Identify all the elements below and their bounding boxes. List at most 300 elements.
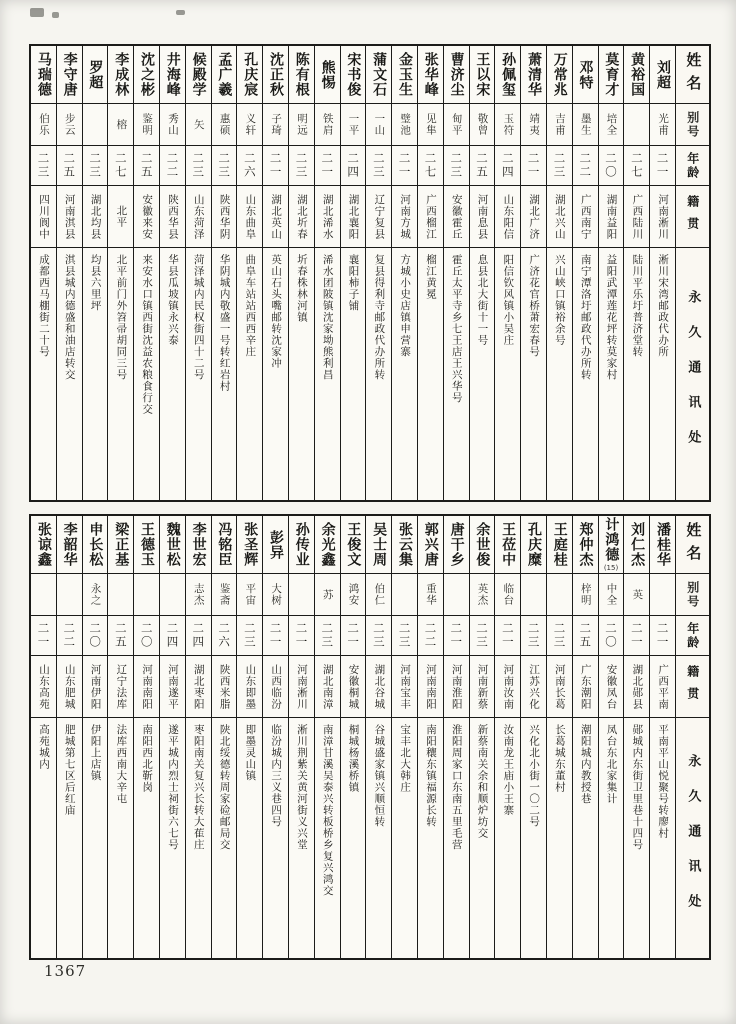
person-address-text: 淇县城内德盛和油店转交 [63, 254, 76, 381]
person-name-text: 金玉生 [396, 52, 413, 97]
person-address [470, 718, 495, 958]
person-native-text: 陕西华阴 [218, 193, 231, 240]
person-alias-text: 培全 [605, 113, 618, 136]
person-name-text: 魏世松 [164, 522, 181, 567]
person-address-text: 桐城杨溪桥镇 [347, 724, 360, 793]
person-address [289, 248, 314, 500]
person-native [134, 656, 159, 718]
person-alias [83, 104, 108, 146]
person-alias-text: 平宙 [244, 583, 257, 606]
person-address-text: 汝南龙王庙小王寨 [502, 724, 515, 816]
scan-artifact [52, 12, 59, 18]
person-address [650, 248, 675, 500]
person-age [186, 146, 211, 186]
person-name [83, 516, 108, 574]
person-native-text: 江苏兴化 [528, 663, 541, 710]
person-address-text: 陆川平乐圩普济堂转 [631, 254, 644, 358]
person-address [237, 718, 262, 958]
person-name [418, 46, 443, 104]
person-alias-text: 步云 [63, 113, 76, 136]
person-alias [650, 104, 675, 146]
person-age-text: 二三 [242, 622, 257, 649]
person-name [160, 46, 185, 104]
person-name-text: 孙传业 [293, 522, 310, 567]
person-native-text: 山东即墨 [244, 663, 257, 710]
person-age-text: 二〇 [88, 622, 103, 649]
person-alias-text: 璧池 [399, 113, 412, 136]
person-name-text: 梁正基 [113, 522, 130, 567]
person-column [31, 46, 56, 500]
person-address [134, 248, 159, 500]
person-age-text: 二一 [655, 152, 670, 179]
person-address [573, 718, 598, 958]
person-address-text: 阳信钦风镇小吴庄 [502, 254, 515, 346]
person-native [186, 186, 211, 248]
person-native [624, 186, 649, 248]
person-age [134, 146, 159, 186]
person-native-text: 山西临汾 [270, 663, 283, 710]
row-header-name [676, 46, 709, 104]
person-column [494, 516, 520, 958]
person-alias-text: 伯仁 [373, 583, 386, 606]
person-age-text: 二三 [475, 622, 490, 649]
directory-table-bottom [29, 514, 711, 960]
person-address-text: 襄阳柿子铺 [347, 254, 360, 312]
person-address-text: 临汾城内三义巷四号 [270, 724, 283, 828]
person-alias [366, 574, 391, 616]
person-address-text: 即墨灵山镇 [244, 724, 257, 782]
person-alias [315, 104, 340, 146]
person-age-text: 二一 [294, 622, 309, 649]
person-name-text: 邓特 [577, 59, 594, 90]
person-address-text: 陕北绥德转周家硷邮局交 [218, 724, 231, 851]
person-name [315, 46, 340, 104]
person-name-text: 计鸿德 [603, 517, 620, 563]
directory-table-top [29, 44, 711, 502]
person-age-text: 二三 [371, 622, 386, 649]
person-column [133, 516, 159, 958]
person-native-text: 湖北圻春 [295, 193, 308, 240]
person-alias [31, 574, 56, 616]
person-native-text: 山东高苑 [37, 663, 50, 710]
person-age-text: 二三 [88, 152, 103, 179]
person-native-text: 安徽霍丘 [450, 193, 463, 240]
person-column [107, 46, 133, 500]
person-name-text: 潘桂华 [654, 522, 671, 567]
row-header-column [675, 516, 709, 958]
person-native-text: 湖北广济 [528, 193, 541, 240]
person-name [341, 516, 366, 574]
person-native-text: 湖北英山 [270, 193, 283, 240]
person-age [418, 146, 443, 186]
person-age-text: 二三 [552, 152, 567, 179]
person-age-text: 二二 [165, 152, 180, 179]
person-native [599, 656, 624, 718]
person-name-text: 张云集 [396, 522, 413, 567]
person-age-text: 二五 [139, 152, 154, 179]
person-name-text: 李韶华 [61, 522, 78, 567]
person-address [212, 248, 237, 500]
person-address [599, 248, 624, 500]
person-column [417, 46, 443, 500]
person-native-text: 湖南益阳 [605, 193, 618, 240]
person-age-text: 二三 [217, 152, 232, 179]
person-age [83, 616, 108, 656]
person-alias [495, 574, 520, 616]
person-age [470, 146, 495, 186]
person-name [57, 46, 82, 104]
person-age [31, 146, 56, 186]
person-name [237, 516, 262, 574]
person-name-text: 孙佩玺 [500, 52, 517, 97]
person-alias-text: 苏 [321, 588, 334, 601]
person-age-text: 二五 [62, 152, 77, 179]
person-column [572, 46, 598, 500]
person-address-text: 浠水团陂镇沈家坳熊利昌 [321, 254, 334, 381]
person-name [31, 46, 56, 104]
person-native [573, 656, 598, 718]
row-header-native [676, 656, 709, 718]
person-age [212, 616, 237, 656]
person-name-text: 王以宋 [474, 52, 491, 97]
person-alias-text: 英杰 [476, 583, 489, 606]
row-header-alias [676, 104, 709, 146]
person-address [263, 248, 288, 500]
person-native [57, 186, 82, 248]
person-alias [57, 104, 82, 146]
person-name-text: 张华峰 [422, 52, 439, 97]
row-header-age-text: 年龄 [685, 151, 700, 180]
person-native-text: 陕西华县 [166, 193, 179, 240]
person-alias-text: 中全 [605, 583, 618, 606]
person-native [57, 656, 82, 718]
person-native-text: 河南遂平 [166, 663, 179, 710]
person-column [391, 516, 417, 958]
person-native [263, 186, 288, 248]
person-age [341, 146, 366, 186]
person-address [521, 248, 546, 500]
person-native [83, 186, 108, 248]
person-name [366, 516, 391, 574]
person-alias [57, 574, 82, 616]
person-address [624, 248, 649, 500]
person-name [444, 516, 469, 574]
person-native [160, 186, 185, 248]
person-name-text: 冯铭臣 [216, 522, 233, 567]
person-native-text: 广西陆川 [631, 193, 644, 240]
person-native [392, 186, 417, 248]
person-name [315, 516, 340, 574]
person-column [469, 46, 495, 500]
person-alias [31, 104, 56, 146]
person-name-text: 沈之彬 [139, 52, 155, 97]
person-name [624, 46, 649, 104]
person-age-text: 二〇 [604, 152, 619, 179]
person-name [57, 516, 82, 574]
person-address-text: 兴化北小街一〇二号 [528, 724, 541, 828]
person-age-text: 二一 [449, 622, 464, 649]
person-age-text: 二四 [500, 152, 515, 179]
person-address [57, 248, 82, 500]
person-native [315, 186, 340, 248]
person-age [599, 616, 624, 656]
person-name [521, 46, 546, 104]
row-header-address [676, 248, 709, 500]
person-address [263, 718, 288, 958]
person-native-text: 广西平南 [657, 663, 670, 710]
person-name-text: 郭兴唐 [422, 522, 439, 567]
person-name-text: 熊惕 [319, 59, 336, 90]
person-age [263, 616, 288, 656]
person-column [185, 46, 211, 500]
person-name [341, 46, 366, 104]
person-native-text: 河南淅川 [657, 193, 670, 240]
person-native [212, 186, 237, 248]
person-column [365, 46, 391, 500]
person-name [366, 46, 391, 104]
person-age-text: 二三 [320, 622, 335, 649]
person-native [495, 186, 520, 248]
person-address [470, 248, 495, 500]
person-name [495, 46, 520, 104]
person-age [160, 146, 185, 186]
person-address [495, 718, 520, 958]
person-name [289, 516, 314, 574]
person-age-text: 二三 [397, 622, 412, 649]
person-column [211, 46, 237, 500]
person-column [82, 46, 108, 500]
person-address-text: 华县瓜坡镇永兴泰 [166, 254, 179, 346]
person-column [623, 46, 649, 500]
person-native [650, 656, 675, 718]
person-age-text: 二一 [500, 622, 515, 649]
person-address-text: 长葛城东董村 [553, 724, 566, 793]
person-alias-text: 鉴明 [141, 113, 154, 136]
person-age-text: 二三 [449, 152, 464, 179]
row-header-native [676, 186, 709, 248]
person-native-text: 河南伊阳 [89, 663, 102, 710]
person-alias-text: 铁肩 [321, 113, 334, 136]
person-alias [624, 574, 649, 616]
person-native [186, 656, 211, 718]
person-column [340, 516, 366, 958]
person-native-text: 河南方城 [399, 193, 412, 240]
person-age [212, 146, 237, 186]
person-age [624, 146, 649, 186]
person-alias-text: 永之 [89, 583, 102, 606]
person-age [650, 146, 675, 186]
person-column [262, 516, 288, 958]
person-address-text: 潮阳城内教授巷 [579, 724, 592, 805]
person-age [83, 146, 108, 186]
person-column [262, 46, 288, 500]
person-native-text: 河南新蔡 [476, 663, 489, 710]
person-address-text: 谷城盛家镇兴顺恒转 [373, 724, 386, 828]
person-name-text: 万常兆 [551, 52, 568, 97]
person-name [263, 46, 288, 104]
person-column [107, 516, 133, 958]
person-age [547, 146, 572, 186]
person-native [108, 186, 133, 248]
person-column [31, 516, 56, 958]
person-address [160, 718, 185, 958]
person-native-text: 北平 [115, 205, 128, 228]
row-header-address-text: 永久通讯处 [685, 753, 701, 929]
person-name [444, 46, 469, 104]
person-age-text: 二五 [475, 152, 490, 179]
person-native [160, 656, 185, 718]
person-alias-text: 伯乐 [37, 113, 50, 136]
person-native-text: 山东肥城 [63, 663, 76, 710]
person-name [573, 516, 598, 574]
person-address-text: 广济花官桥萧宏春号 [528, 254, 541, 358]
person-alias-text: 鸿安 [347, 583, 360, 606]
person-address-text: 肥城第七区后红庙 [63, 724, 76, 816]
person-address-text: 圻春株林河镇 [295, 254, 308, 323]
person-address [366, 248, 391, 500]
person-name [418, 516, 443, 574]
person-address-text: 凤台东北家集计 [605, 724, 618, 805]
person-native-text: 安徽来安 [141, 193, 154, 240]
person-alias-text: 墨生 [579, 113, 592, 136]
person-native [366, 656, 391, 718]
person-name [521, 516, 546, 574]
person-age-text: 二二 [578, 152, 593, 179]
person-column [649, 516, 675, 958]
person-age [418, 616, 443, 656]
person-native [521, 186, 546, 248]
person-address [547, 248, 572, 500]
person-age-text: 二四 [346, 152, 361, 179]
person-address [573, 248, 598, 500]
person-address-text: 菏泽城内民权街四十二号 [192, 254, 205, 381]
person-age-text: 二七 [113, 152, 128, 179]
person-native [289, 186, 314, 248]
person-name-text: 孔庆宸 [242, 52, 259, 97]
person-column [236, 46, 262, 500]
person-address-text: 霍丘太平寺乡七王店王兴华号 [450, 254, 463, 404]
person-column [236, 516, 262, 958]
person-address-text: 英山石头嘴邮转沈家冲 [270, 254, 283, 369]
person-name [134, 516, 159, 574]
row-header-name-text: 姓名 [684, 51, 703, 98]
person-address [289, 718, 314, 958]
person-age [315, 616, 340, 656]
person-address [237, 248, 262, 500]
person-address [315, 248, 340, 500]
person-age-text: 二七 [629, 152, 644, 179]
person-alias [599, 104, 624, 146]
person-age [108, 146, 133, 186]
person-alias-text: 临台 [502, 583, 515, 606]
person-native [134, 186, 159, 248]
person-alias [108, 104, 133, 146]
person-alias [160, 104, 185, 146]
person-address [212, 718, 237, 958]
person-age-text: 二一 [629, 622, 644, 649]
person-name [573, 46, 598, 104]
person-native [212, 656, 237, 718]
person-name-text: 蒲文石 [371, 52, 388, 97]
person-age [547, 616, 572, 656]
person-column [598, 46, 624, 500]
row-header-age [676, 146, 709, 186]
person-name [547, 46, 572, 104]
person-name [289, 46, 314, 104]
row-header-age [676, 616, 709, 656]
person-age [366, 146, 391, 186]
person-age-text: 二一 [346, 622, 361, 649]
person-age [108, 616, 133, 656]
person-column [417, 516, 443, 958]
person-native [83, 656, 108, 718]
person-name-text: 孔庆糜 [525, 522, 542, 567]
person-native-text: 湖北枣阳 [192, 663, 205, 710]
person-column [546, 516, 572, 958]
person-address-text: 遂平城内烈士祠街六七号 [166, 724, 179, 851]
person-alias-text: 敬曾 [476, 113, 489, 136]
person-native [237, 186, 262, 248]
person-age-text: 二一 [268, 622, 283, 649]
row-header-name-text: 姓名 [684, 521, 703, 568]
person-alias [212, 104, 237, 146]
person-address [108, 718, 133, 958]
scan-artifact [176, 10, 185, 15]
person-native [418, 656, 443, 718]
person-native [108, 656, 133, 718]
person-native-text: 山东阳信 [502, 193, 515, 240]
person-alias [521, 574, 546, 616]
person-alias [263, 574, 288, 616]
person-address [186, 718, 211, 958]
person-alias [444, 104, 469, 146]
person-age-text: 二〇 [604, 622, 619, 649]
person-alias [237, 104, 262, 146]
person-age [289, 616, 314, 656]
person-name [599, 516, 624, 574]
person-name-text: 吴士周 [371, 522, 388, 567]
person-alias [573, 574, 598, 616]
person-native-text: 河南长葛 [553, 663, 566, 710]
person-native-text: 广东潮阳 [579, 663, 592, 710]
person-name-text: 余光鑫 [319, 522, 336, 567]
person-age-text: 二一 [526, 152, 541, 179]
person-name [134, 46, 159, 104]
person-age-text: 二五 [578, 622, 593, 649]
person-alias-text: 一山 [373, 113, 386, 136]
person-alias-text: 秀山 [166, 113, 179, 136]
person-alias-text: 光甫 [657, 113, 670, 136]
person-name [495, 516, 520, 574]
person-address [392, 718, 417, 958]
person-native-text: 湖北南漳 [321, 663, 334, 710]
person-alias-text: 重华 [424, 583, 437, 606]
person-native [444, 186, 469, 248]
person-alias [289, 574, 314, 616]
person-column [82, 516, 108, 958]
person-address-text: 益阳武潭莲花坪转莫家村 [605, 254, 618, 381]
row-header-alias [676, 574, 709, 616]
person-native-text: 辽宁法库 [115, 663, 128, 710]
row-header-name [676, 516, 709, 574]
person-native-text: 河南淇县 [63, 193, 76, 240]
person-name [212, 516, 237, 574]
person-native [341, 186, 366, 248]
person-native-text: 湖北郧县 [631, 663, 644, 710]
person-name-text: 陈有根 [293, 52, 310, 97]
person-address [31, 718, 56, 958]
person-native [444, 656, 469, 718]
